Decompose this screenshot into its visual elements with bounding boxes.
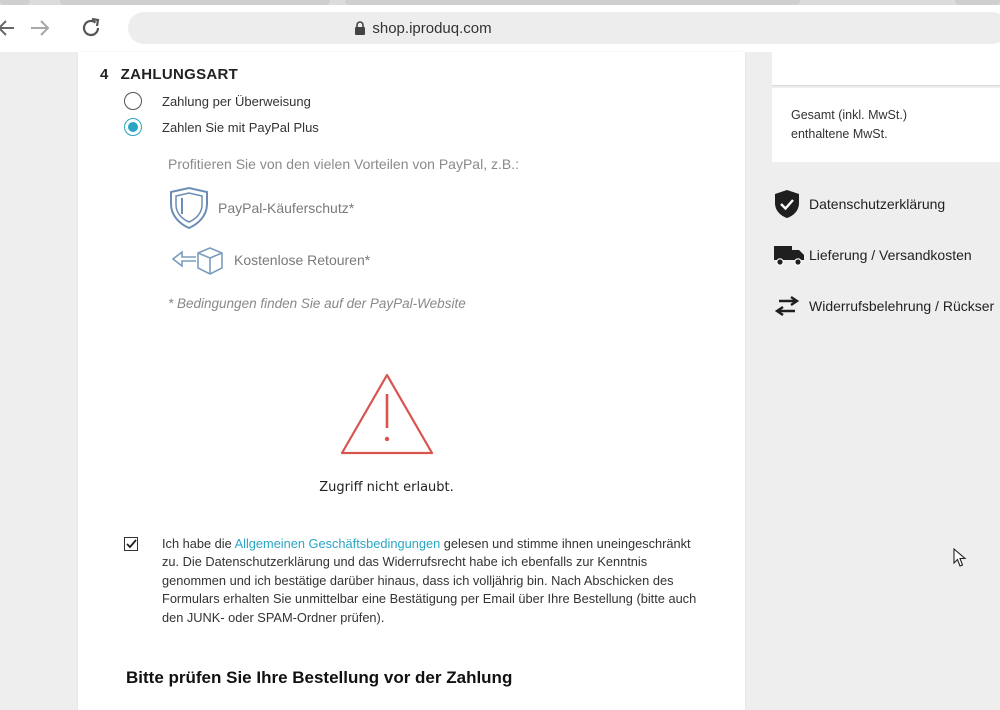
url-text: shop.iproduq.com <box>372 19 492 37</box>
access-denied-message <box>78 372 695 495</box>
radio-paypal-plus[interactable] <box>124 118 142 136</box>
payment-option-label: Zahlung per Überweisung <box>162 93 311 109</box>
radio-transfer[interactable] <box>124 92 142 110</box>
benefit-label: Kostenlose Retouren* <box>234 252 371 268</box>
info-link-label: Datenschutzerklärung <box>809 196 946 212</box>
benefit-free-returns <box>170 244 370 276</box>
back-arrow-icon[interactable] <box>0 14 20 42</box>
shipping-costs-link[interactable] <box>773 240 972 270</box>
tab-strip <box>0 0 1000 5</box>
terms-agreement <box>124 535 704 627</box>
total-label: Gesamt (inkl. MwSt.) <box>791 108 907 122</box>
checkout-main-panel <box>78 52 745 710</box>
terms-text <box>162 535 704 627</box>
access-denied-text: Zugriff nicht erlaubt. <box>319 480 454 495</box>
terms-link[interactable]: Allgemeinen Geschäftsbedingungen <box>234 536 441 551</box>
reload-icon[interactable] <box>77 14 105 42</box>
terms-checkbox[interactable] <box>124 537 138 551</box>
return-box-icon <box>170 244 228 276</box>
browser-toolbar <box>0 0 1000 52</box>
step-number: 4 <box>100 66 109 83</box>
address-bar[interactable] <box>128 12 1000 44</box>
forward-arrow-icon[interactable] <box>26 14 54 42</box>
tax-label: enthaltene MwSt. <box>791 127 888 141</box>
paypal-intro-text: Profitieren Sie von den vielen Vorteilen von PayPal, z.B.: <box>168 156 519 172</box>
payment-option-label: Zahlen Sie mit PayPal Plus <box>162 119 319 135</box>
review-order-heading: Bitte prüfen Sie Ihre Bestellung vor der Zahlung <box>126 668 513 687</box>
shield-icon <box>168 186 210 230</box>
info-link-label: Lieferung / Versandkosten <box>809 247 972 263</box>
terms-text-after: gelesen und stimme ihnen uneingeschränkt zu. Die Datenschutzerklärung und das Widerrufsrecht habe ich ebenfalls zur Kenntnis genommen und ich bestätige darüber hinaus, dass ich volljährig bin. Nach Abschicken des Formulars erhalten Sie unmittelbar eine Bestätigung per Email über Ihre Bestellung (bitte auch den JUNK- oder SPAM-Ordner prüfen). <box>162 536 697 625</box>
benefit-label: PayPal-Käuferschutz* <box>218 200 355 216</box>
order-summary-totals <box>772 88 1000 162</box>
order-summary-top <box>772 52 1000 86</box>
benefit-buyer-protection <box>168 186 354 230</box>
truck-icon <box>773 240 805 270</box>
cancellation-policy-link[interactable] <box>773 291 994 321</box>
checkmark-icon <box>125 538 137 550</box>
payment-option-transfer[interactable] <box>124 92 311 110</box>
warning-triangle-icon <box>339 372 435 458</box>
payment-option-paypal-plus[interactable] <box>124 118 319 136</box>
info-link-label: Widerrufsbelehrung / Rückser <box>809 298 995 314</box>
paypal-conditions-note: * Bedingungen finden Sie auf der PayPal-Website <box>168 296 466 311</box>
privacy-policy-link[interactable] <box>773 189 945 219</box>
mouse-pointer-icon <box>953 548 967 568</box>
lock-icon <box>354 21 366 35</box>
exchange-arrows-icon <box>773 291 805 321</box>
terms-text-before: Ich habe die <box>162 536 235 551</box>
shield-check-icon <box>773 189 805 219</box>
step-title: ZAHLUNGSART <box>120 66 239 83</box>
payment-section-title <box>100 66 238 83</box>
